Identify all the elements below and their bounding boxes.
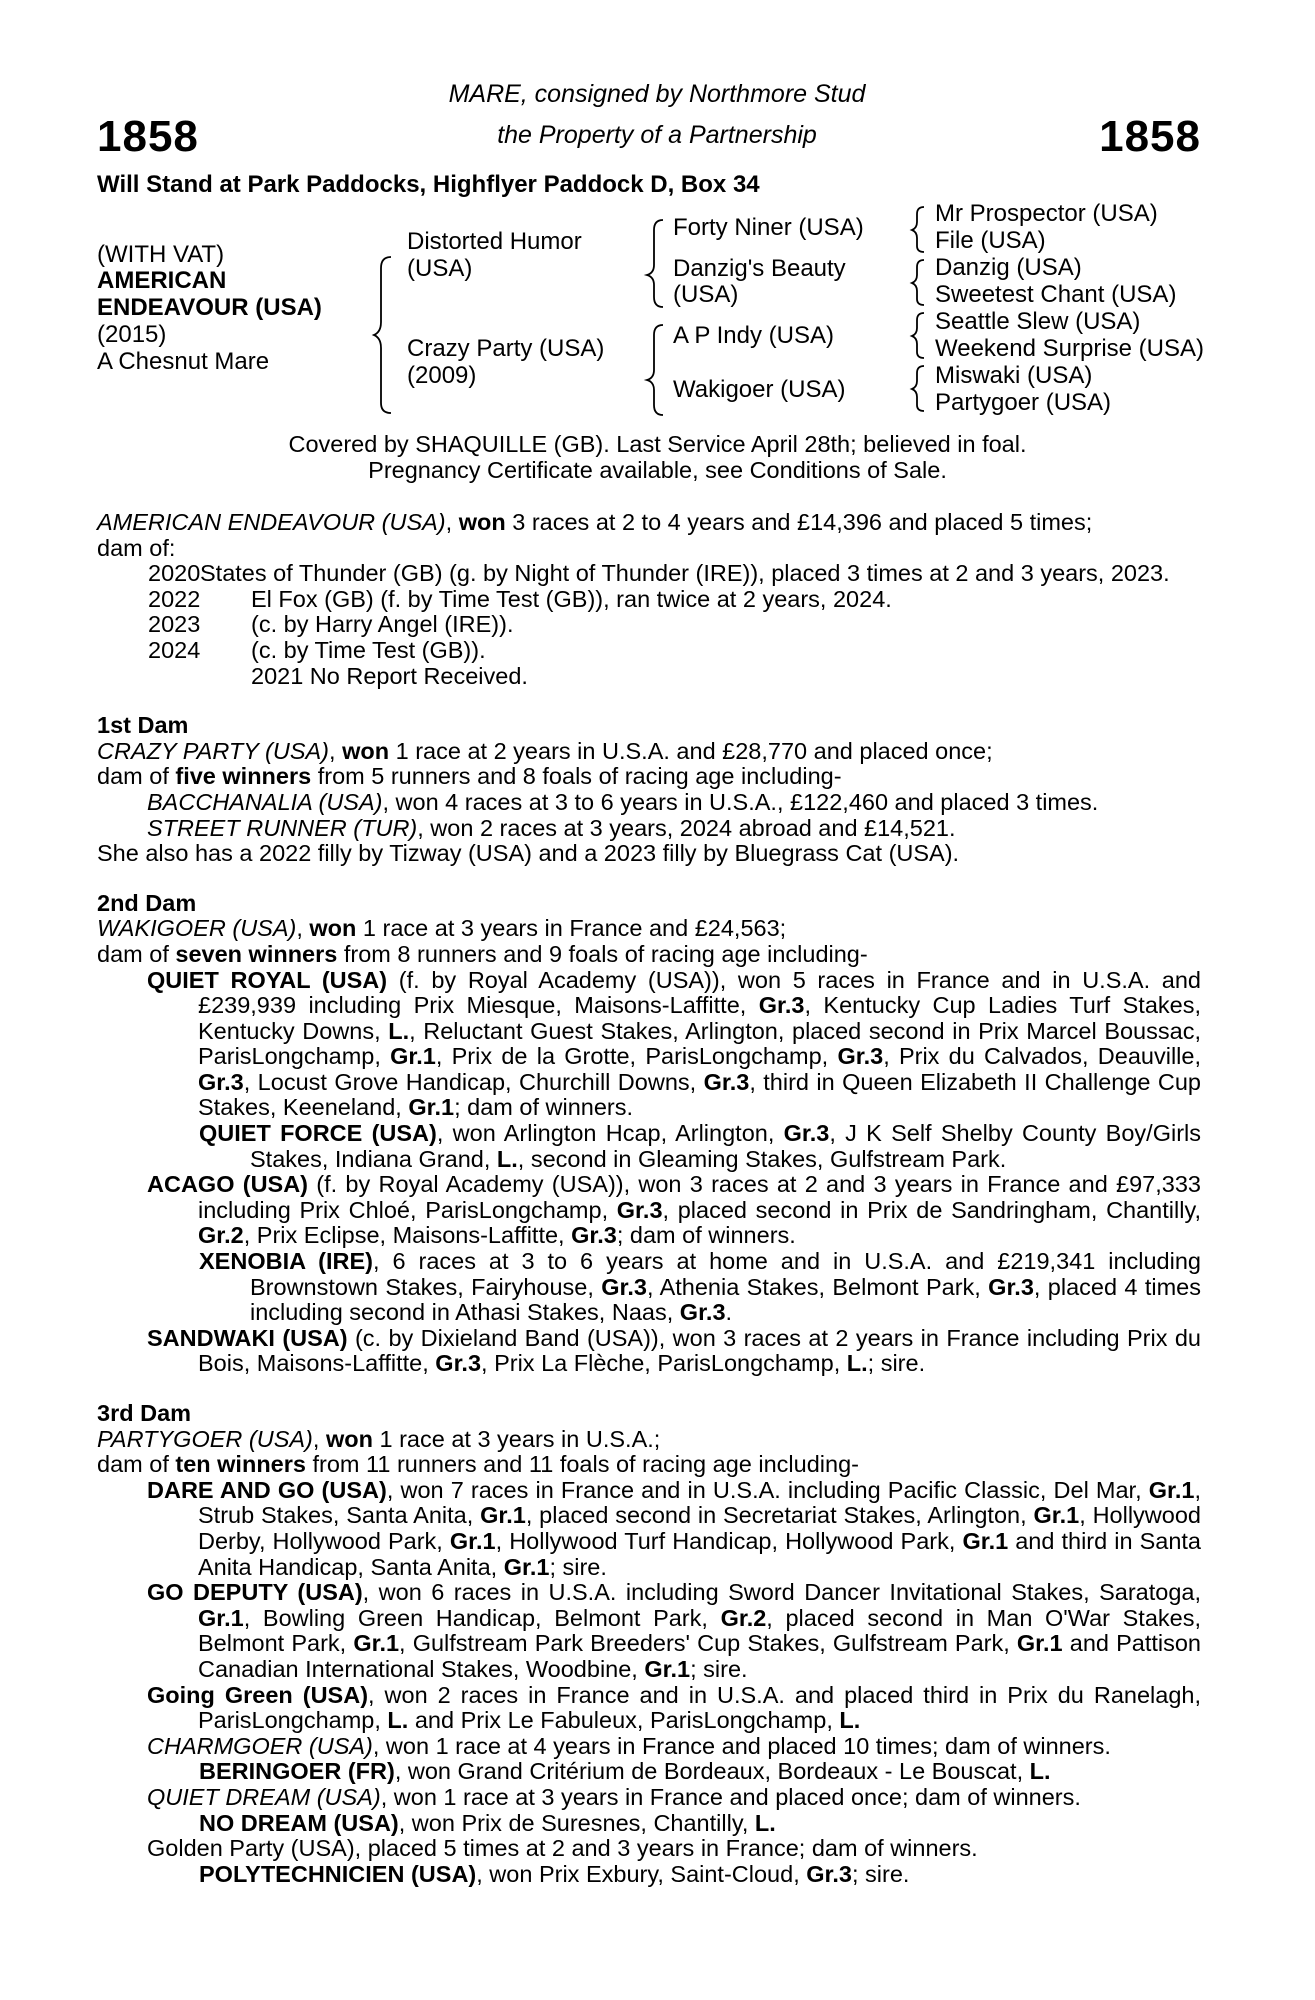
entry-quiet-dream: QUIET DREAM (USA), won 1 race at 3 years in France and placed once; dam of winners. [147, 1783, 1081, 1810]
entry-quiet-force: QUIET FORCE (USA), won Arlington Hcap, Arlington, Gr.3, J K Self Shelby County Boy/Girls Stakes, Indiana Grand, L., second in Gleaming Stakes, Gulfstream Park. [199, 1120, 1201, 1172]
entry-quiet-royal: QUIET ROYAL (USA) (f. by Royal Academy (USA)), won 5 races in France and in U.S.A. and £239,939 including Prix Miesque, Maisons-Laffitte, Gr.3, Kentucky Cup Ladies Turf Stakes, Kentucky Downs, L., Reluctant Guest Stakes, Arlington, placed second in Prix Marcel Boussac, ParisLongchamp, Gr.1, Prix de la Grotte, ParisLongchamp, Gr.3, Prix du Calvados, Deauville, Gr.3, Locust Grove Handicap, Churchill Downs, Gr.3, third in Queen Elizabeth II Challenge Cup Stakes, Keeneland, Gr.1; dam of winners. [147, 966, 1201, 1121]
g3-3: Danzig (USA) [935, 254, 1082, 281]
entry-acago: ACAGO (USA) (f. by Royal Academy (USA)), won 3 races at 2 and 3 years in France and £97,333 including Prix Chloé, ParisLongchamp, Gr.3, placed second in Prix de Sandringham, Chantilly, Gr.2, Prix Eclipse, Maisons-Laffitte, Gr.3; dam of winners. [147, 1171, 1201, 1249]
sire-name: Distorted Humor [407, 228, 582, 255]
g3-4: Sweetest Chant (USA) [935, 281, 1177, 308]
entry-no-dream: NO DREAM (USA), won Prix de Suresnes, Chantilly, L. [199, 1809, 776, 1836]
first-dam-record: CRAZY PARTY (USA), won 1 race at 2 years in U.S.A. and £28,770 and placed once; [97, 737, 993, 764]
progeny-item: 2022 El Fox (GB) (f. by Time Test (GB)), ran twice at 2 years, 2024. [148, 585, 892, 612]
entry-golden-party: Golden Party (USA), placed 5 times at 2 and 3 years in France; dam of winners. [147, 1835, 978, 1862]
covered-line2: Pregnancy Certificate available, see Conditions of Sale. [368, 457, 947, 483]
catalogue-body [97, 510, 1201, 1887]
third-dam-heading: 3rd Dam [97, 1400, 192, 1426]
first-dam-also: She also has a 2022 filly by Tizway (USA) and a 2023 filly by Bluegrass Cat (USA). [97, 840, 960, 867]
dam-sire: A P Indy (USA) [673, 322, 834, 349]
progeny-list [97, 561, 1201, 689]
property-line: the Property of a Partnership [497, 121, 817, 149]
vat-note: (WITH VAT) [97, 241, 225, 268]
first-dam-heading: 1st Dam [97, 712, 189, 739]
g3-7: Miswaki (USA) [935, 362, 1093, 389]
first-dam-entry: BACCHANALIA (USA), won 4 races at 3 to 6 years in U.S.A., £122,460 and placed 3 times. [147, 788, 1099, 815]
entry-dare-and-go: DARE AND GO (USA), won 7 races in France and in U.S.A. including Pacific Classic, Del Mar, Gr.1, Strub Stakes, Santa Anita, Gr.1, placed second in Secretariat Stakes, Arlington, Gr.1, Hollywood Derby, Hollywood Park, Gr.1, Hollywood Turf Handicap, Hollywood Park, Gr.1 and third in Santa Anita Handicap, Santa Anita, Gr.1; sire. [147, 1476, 1201, 1580]
horse-year: (2015) [97, 321, 167, 348]
entry-go-deputy: GO DEPUTY (USA), won 6 races in U.S.A. including Sword Dancer Invitational Stakes, Saratoga, Gr.1, Bowling Green Handicap, Belmont Park, Gr.2, placed second in Man O'War Stakes, Belmont Park, Gr.1, Gulfstream Park Breeders' Cup Stakes, Gulfstream Park, Gr.1 and Pattison Canadian International Stakes, Woodbine, Gr.1; sire. [147, 1579, 1201, 1682]
sire-dam-line2: (USA) [673, 281, 739, 308]
entry-polytechnicien: POLYTECHNICIEN (USA), won Prix Exbury, Saint-Cloud, Gr.3; sire. [199, 1860, 910, 1887]
second-dam-dam-of: dam of seven winners from 8 runners and 9 foals of racing age including- [97, 940, 868, 967]
third-dam-record: PARTYGOER (USA), won 1 race at 3 years in U.S.A.; [97, 1425, 661, 1452]
horse-name-line1: AMERICAN [97, 267, 227, 294]
entry-beringoer: BERINGOER (FR), won Grand Critérium de Bordeaux, Bordeaux - Le Bouscat, L. [199, 1758, 1051, 1785]
entry-sandwaki: SANDWAKI (USA) (c. by Dixieland Band (USA)), won 3 races at 2 years in France including Prix du Bois, Maisons-Laffitte, Gr.3, Prix La Flèche, ParisLongchamp, L.; sire. [147, 1324, 1201, 1377]
subject-name: AMERICAN ENDEAVOUR (USA) [97, 509, 446, 535]
g3-8: Partygoer (USA) [935, 389, 1112, 416]
horse-description: A Chesnut Mare [97, 348, 270, 375]
sire-country: (USA) [407, 255, 473, 282]
lot-number-right: 1858 [1099, 112, 1201, 161]
entry-xenobia: XENOBIA (IRE), 6 races at 3 to 6 years at home and in U.S.A. and £219,341 including Brownstown Stakes, Fairyhouse, Gr.3, Athenia Stakes, Belmont Park, Gr.3, placed 4 times including second in Athasi Stakes, Naas, Gr.3. [199, 1248, 1201, 1326]
dam-name: Crazy Party (USA) [407, 335, 605, 362]
progeny-item: 2021 No Report Received. [251, 662, 528, 689]
progeny-item: 2023 (c. by Harry Angel (IRE)). [148, 611, 514, 638]
first-dam-entry: STREET RUNNER (TUR), won 2 races at 3 years, 2024 abroad and £14,521. [147, 814, 956, 841]
dam-of-label: dam of: [97, 534, 176, 561]
g3-1: Mr Prospector (USA) [935, 200, 1158, 227]
progeny-item: 2020 States of Thunder (GB) (g. by Night of Thunder (IRE)), placed 3 times at 2 and 3 years, 2023. [148, 560, 1170, 587]
g3-5: Seattle Slew (USA) [935, 308, 1141, 335]
sire-sire: Forty Niner (USA) [673, 214, 864, 241]
g3-6: Weekend Surprise (USA) [935, 335, 1204, 362]
lot-number-left: 1858 [97, 112, 199, 161]
entry-charmgoer: CHARMGOER (USA), won 1 race at 4 years in France and placed 10 times; dam of winners. [147, 1732, 1111, 1759]
second-dam-heading: 2nd Dam [97, 889, 197, 916]
second-dam-record: WAKIGOER (USA), won 1 race at 3 years in France and £24,563; [97, 915, 787, 942]
subject-record: AMERICAN ENDEAVOUR (USA), won 3 races at 2 to 4 years and £14,396 and placed 5 times; [97, 509, 1093, 535]
g3-2: File (USA) [935, 227, 1046, 254]
first-dam-dam-of: dam of five winners from 5 runners and 8 foals of racing age including- [97, 763, 842, 790]
covered-line1: Covered by SHAQUILLE (GB). Last Service April 28th; believed in foal. [288, 431, 1027, 457]
third-dam-dam-of: dam of ten winners from 11 runners and 11 foals of racing age including- [97, 1451, 859, 1478]
progeny-item: 2024 (c. by Time Test (GB)). [148, 636, 486, 663]
horse-name-line2: ENDEAVOUR (USA) [97, 294, 322, 321]
entry-going-green: Going Green (USA), won 2 races in France and in U.S.A. and placed third in Prix du Ranelagh, ParisLongchamp, L. and Prix Le Fabuleux, ParisLongchamp, L. [147, 1681, 1201, 1734]
dam-dam: Wakigoer (USA) [673, 376, 846, 403]
consignor-line: MARE, consigned by Northmore Stud [448, 80, 866, 108]
dam-year: (2009) [407, 362, 477, 389]
won-label: won [458, 509, 506, 535]
sire-dam-line1: Danzig's Beauty [673, 255, 846, 282]
stand-location: Will Stand at Park Paddocks, Highflyer Paddock D, Box 34 [97, 171, 760, 198]
